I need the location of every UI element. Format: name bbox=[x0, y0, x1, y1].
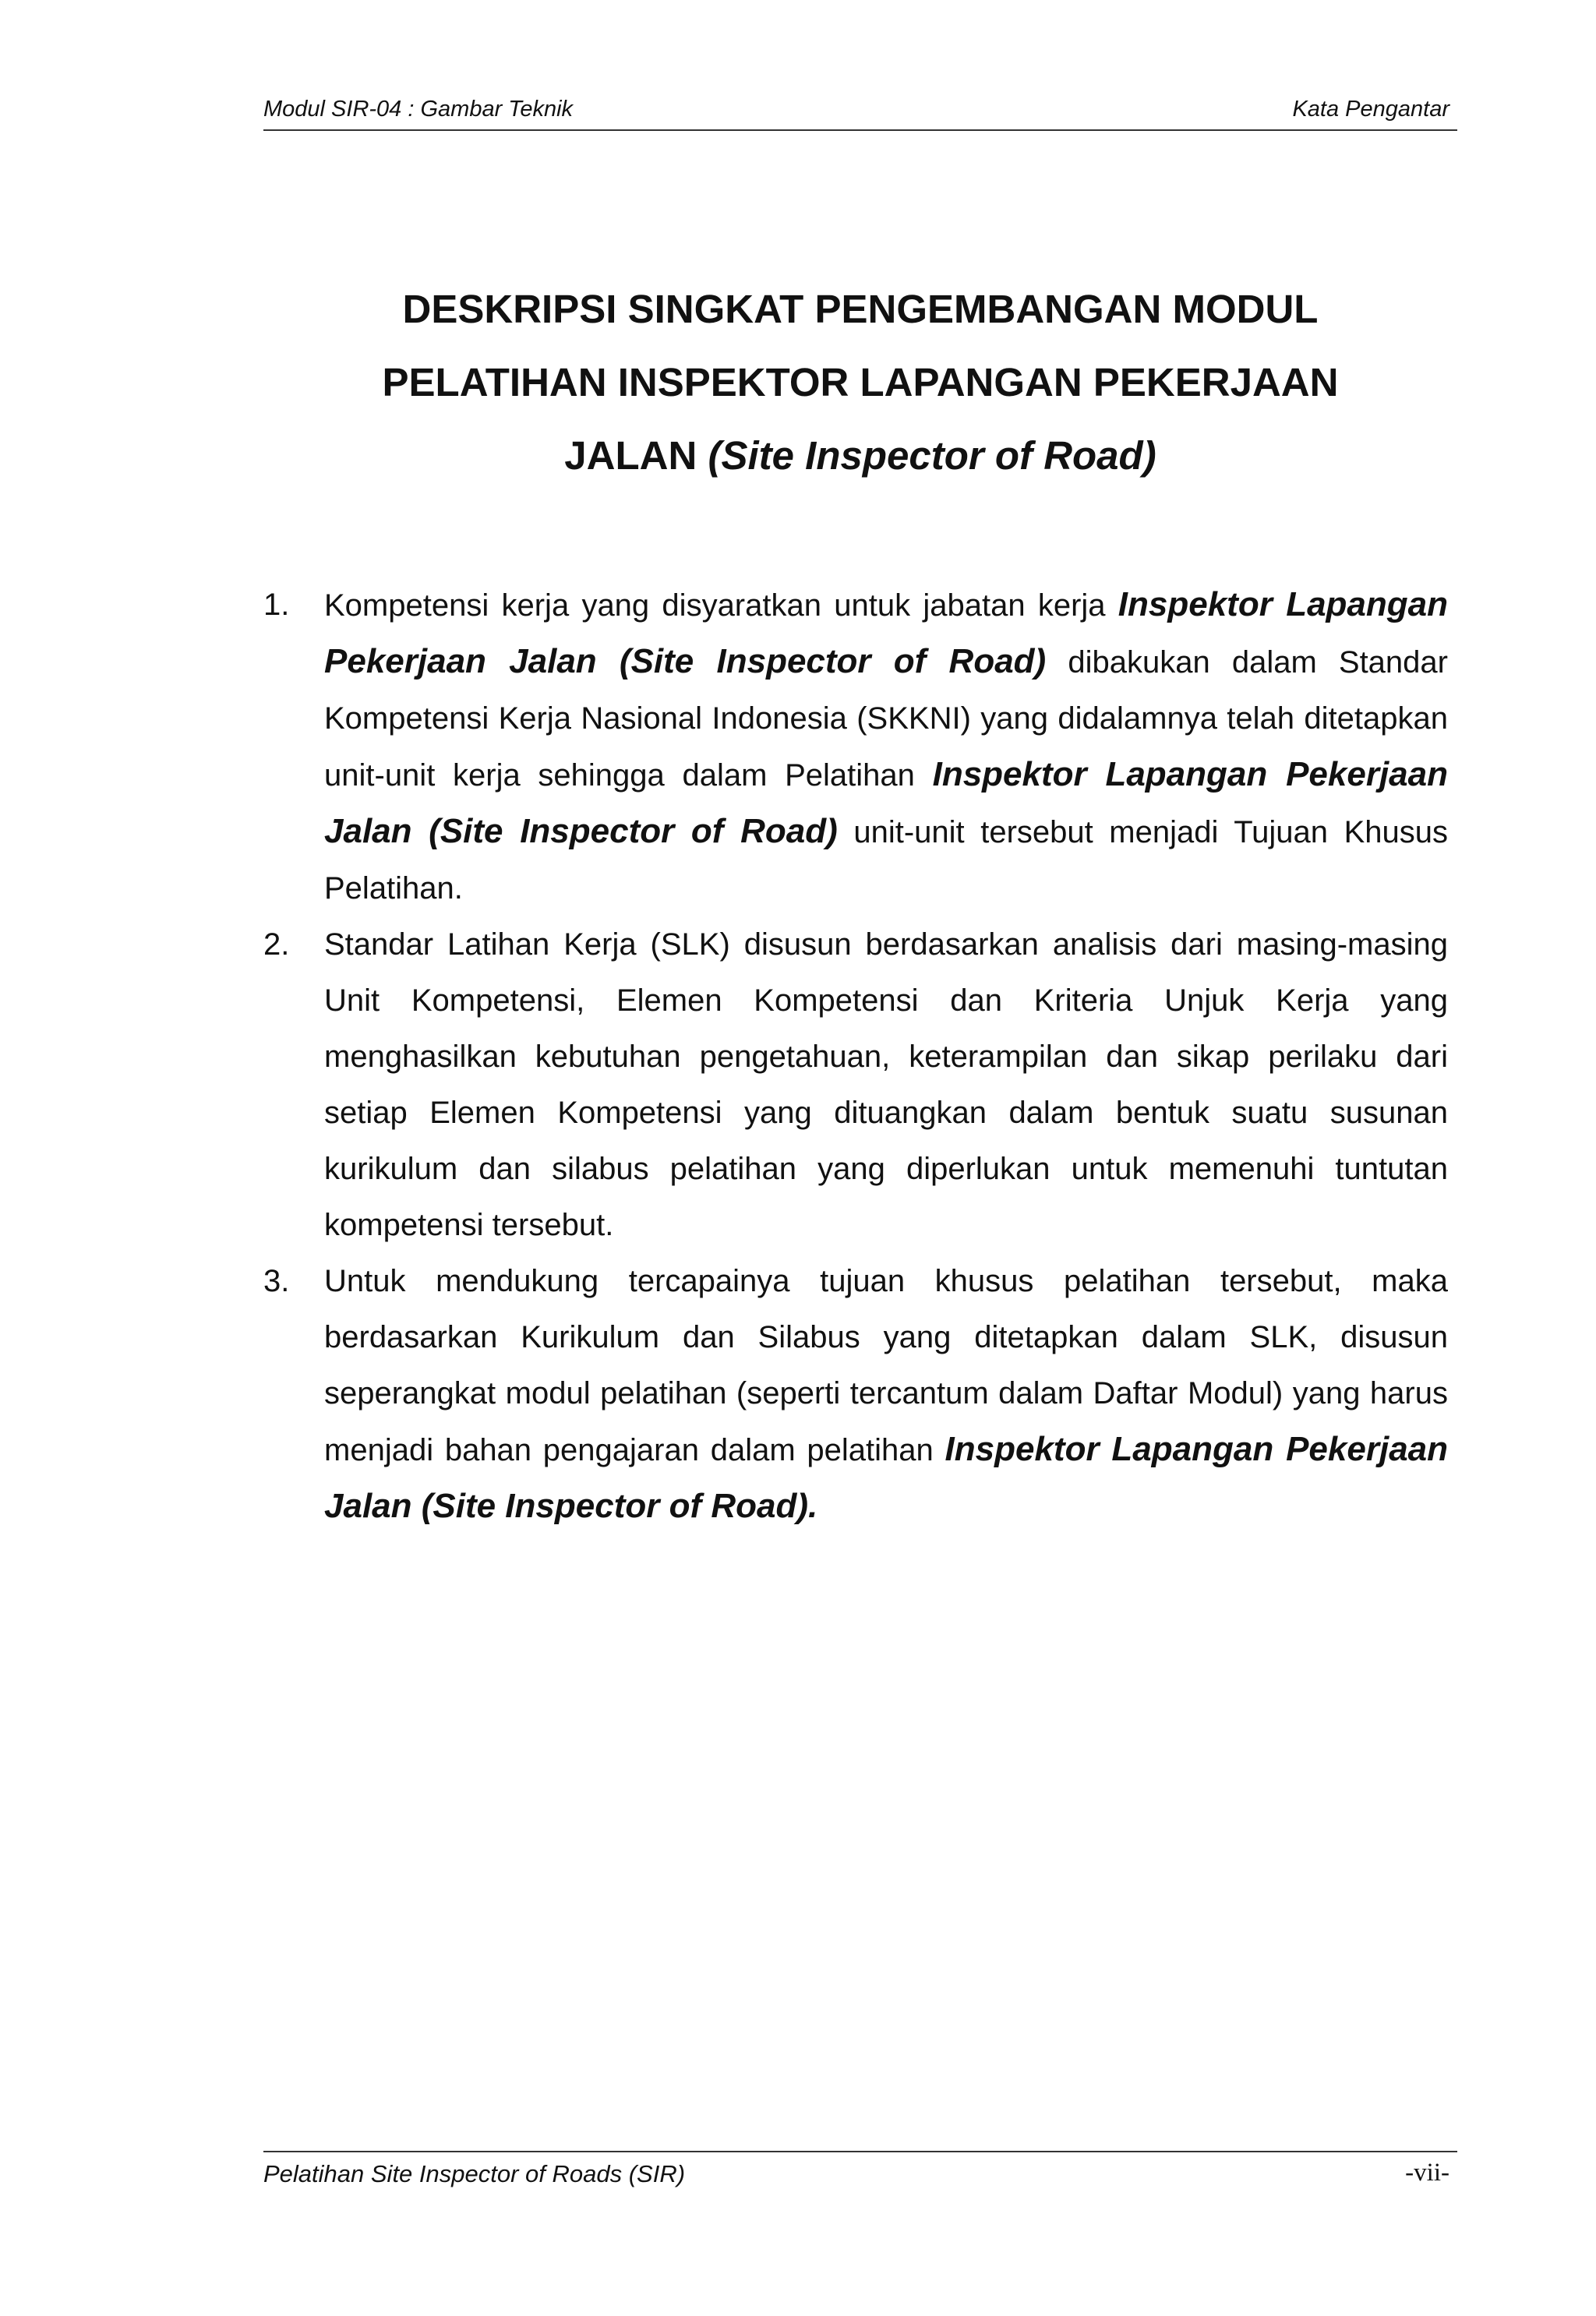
list-item-emphasis: Inspektor Lapangan Pekerjaan Jalan (Site Inspector of Road) bbox=[324, 755, 1448, 850]
list-item-number: 3. bbox=[263, 1264, 290, 1298]
list-item-emphasis: Inspektor Lapangan Pekerjaan Jalan (Site Inspector of Road) bbox=[324, 585, 1448, 680]
list-item-emphasis: Inspektor Lapangan Pekerjaan Jalan (Site Inspector of Road) bbox=[324, 1430, 1449, 1525]
title-line-1: DESKRIPSI SINGKAT PENGEMBANGAN MODUL bbox=[402, 287, 1319, 331]
list-item-text: Standar Latihan Kerja (SLK) disusun berdasarkan analisis dari masing-masing Unit Kompetensi, Elemen Kompetensi dan Kriteria Unjuk Kerja yang menghasilkan kebutuhan pengetahuan, keterampilan dan sikap perilaku dari setiap Elemen Kompetensi yang dituangkan dalam bentuk suatu susunan kurikulum dan silabus pelatihan yang diperlukan untuk memenuhi tuntutan kompetensi tersebut. bbox=[324, 927, 1448, 1242]
page-title bbox=[263, 273, 1457, 493]
list-item-number: 2. bbox=[263, 927, 290, 962]
title-line-3-italic: (Site Inspector of Road) bbox=[708, 433, 1156, 478]
list-item-text: unit-unit tersebut menjadi Tujuan Khusus Pelatihan. bbox=[324, 815, 1449, 906]
list-item-text: . bbox=[807, 1487, 818, 1525]
list-item-text: Kompetensi kerja yang disyaratkan untuk jabatan kerja bbox=[324, 588, 1118, 623]
list-item-text: dibakukan dalam Standar Kompetensi Kerja Nasional Indonesia (SKKNI) yang didalamnya telah ditetapkan unit-unit kerja sehingga dalam Pelatihan bbox=[324, 645, 1448, 793]
header-module-title: Modul SIR-04 : Gambar Teknik bbox=[263, 97, 574, 122]
list-item-number: 1. bbox=[263, 588, 290, 622]
running-footer bbox=[263, 2151, 1457, 2191]
title-line-3 bbox=[263, 419, 1457, 493]
header-section-title: Kata Pengantar bbox=[1292, 97, 1449, 122]
list-item bbox=[263, 1253, 1448, 1535]
running-header bbox=[263, 94, 1457, 131]
title-line-3-prefix: JALAN bbox=[564, 433, 697, 478]
list-item bbox=[263, 916, 1448, 1253]
page-number: -vii- bbox=[1405, 2159, 1449, 2187]
footer-course-title: Pelatihan Site Inspector of Roads (SIR) bbox=[263, 2160, 686, 2187]
numbered-list bbox=[263, 577, 1448, 1535]
list-item bbox=[263, 577, 1448, 916]
title-line-2: PELATIHAN INSPEKTOR LAPANGAN PEKERJAAN bbox=[382, 360, 1339, 404]
list-item-text: Untuk mendukung tercapainya tujuan khusus pelatihan tersebut, maka berdasarkan Kurikulum dan Silabus yang ditetapkan dalam SLK, disusun seperangkat modul pelatihan (seperti tercantum dalam Daftar Modul) yang harus menjadi bahan pengajaran dalam pelatihan bbox=[324, 1264, 1448, 1467]
